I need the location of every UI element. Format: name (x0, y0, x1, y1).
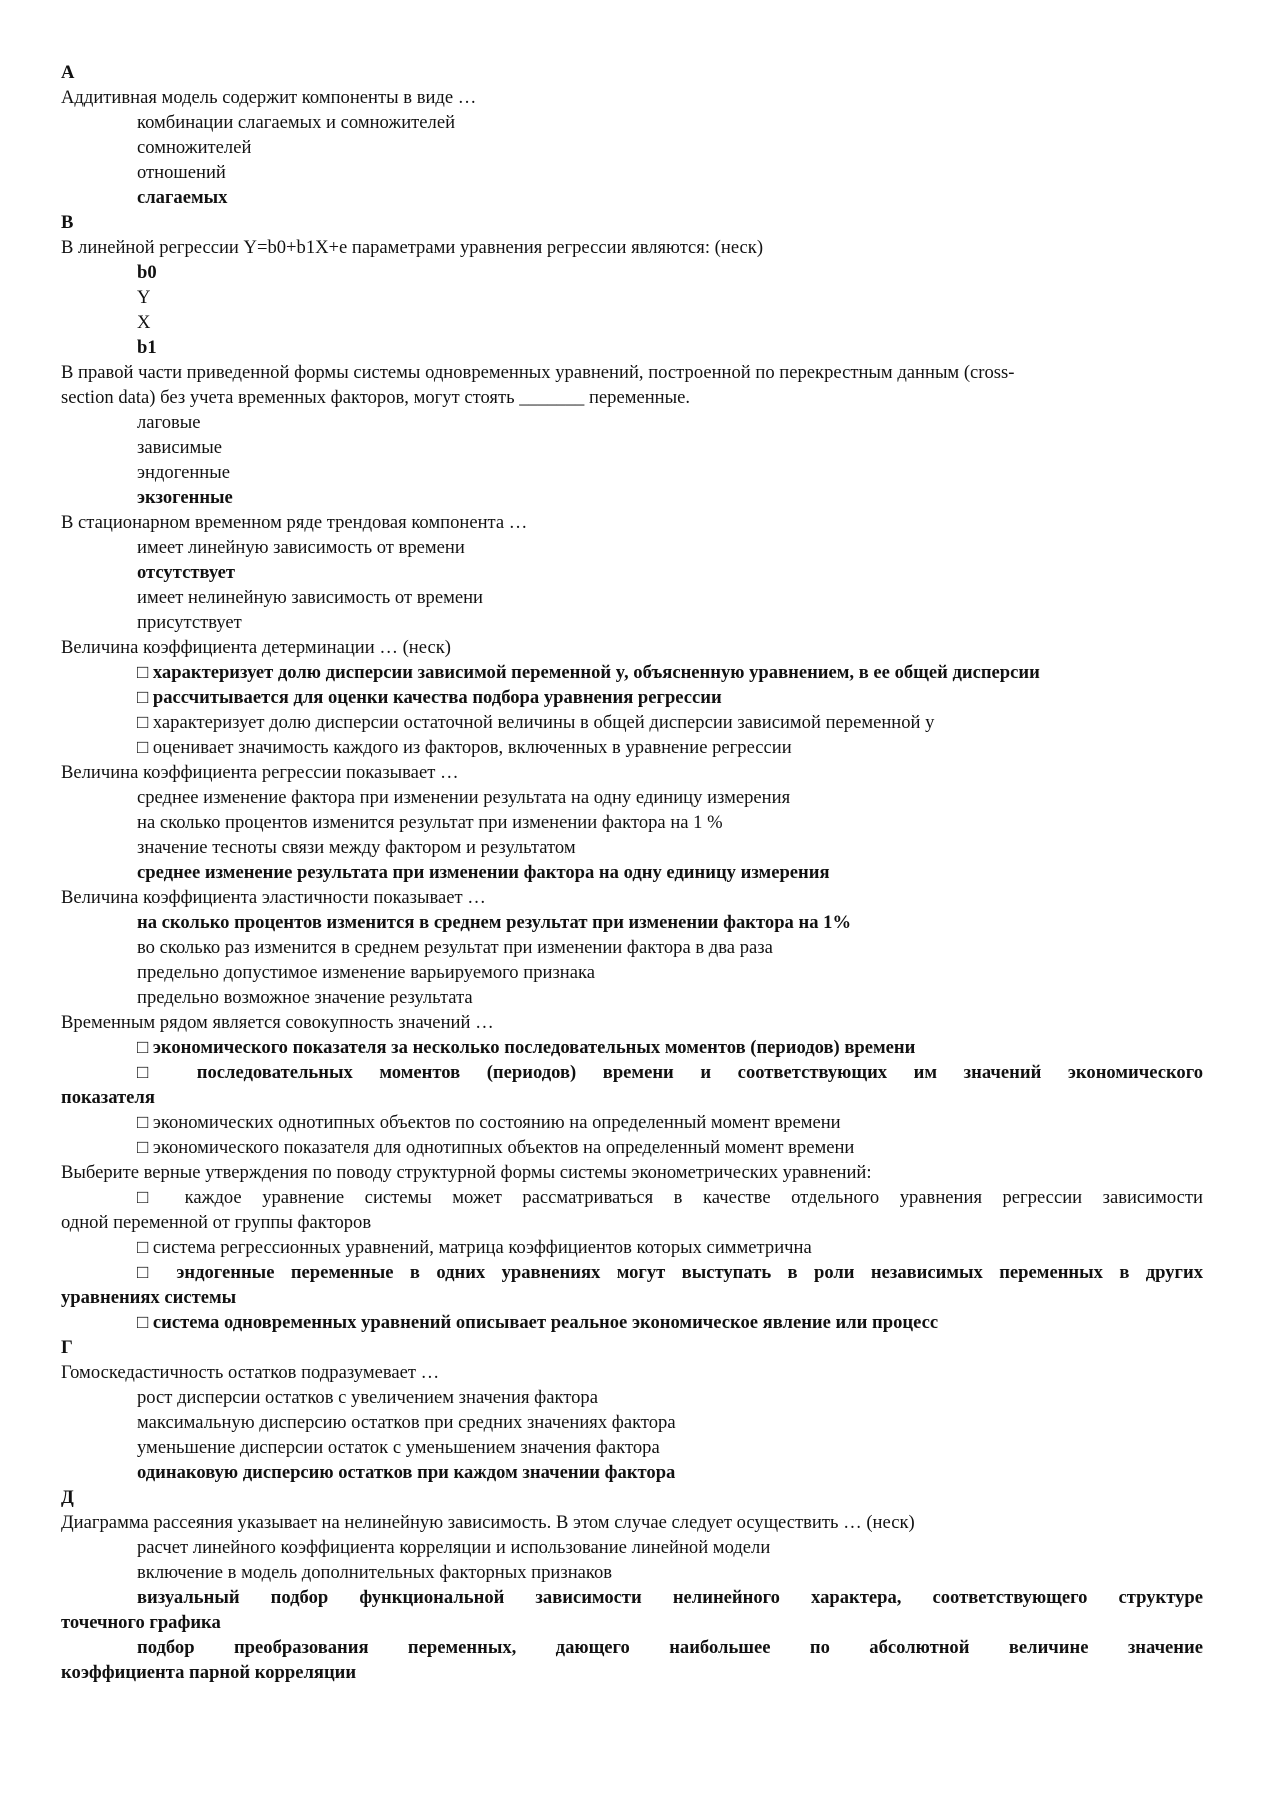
correct-answer-option: слагаемых (137, 187, 228, 208)
answer-option: лаговые (137, 412, 201, 433)
correct-answer-option: отсутствует (137, 562, 235, 583)
correct-answer-option: среднее изменение результата при изменении фактора на одну единицу измерения (137, 862, 830, 883)
answer-option: имеет нелинейную зависимость от времени (137, 587, 484, 608)
answer-option: на сколько процентов изменится результат при изменении фактора на 1 % (137, 812, 723, 833)
answer-option: эндогенные (137, 462, 230, 483)
answer-option: □ оценивает значимость каждого из факторов, включенных в уравнение регрессии (137, 737, 792, 758)
answer-option: сомножителей (137, 137, 252, 158)
correct-answer-option: визуальный подбор функциональной зависимости нелинейного характера, соответствующего структуре (137, 1587, 1203, 1608)
question-time-series: Временным рядом является совокупность значений … (61, 1012, 494, 1033)
answer-option: включение в модель дополнительных факторных признаков (137, 1562, 613, 1583)
answer-option: □ характеризует долю дисперсии остаточной величины в общей дисперсии зависимой переменной y (137, 712, 935, 733)
correct-answer-option: □ эндогенные переменные в одних уравнениях могут выступать в роли независимых переменных в других (137, 1262, 1203, 1283)
correct-answer-option: экзогенные (137, 487, 233, 508)
section-letter-a: А (61, 62, 75, 83)
answer-option: рост дисперсии остатков с увеличением значения фактора (137, 1387, 598, 1408)
question-reduced-form: В правой части приведенной формы системы одновременных уравнений, построенной по перекрестным данным (cross- (61, 362, 1015, 383)
correct-answer-option-cont: точечного графика (61, 1612, 221, 1633)
section-letter-d: Д (61, 1487, 74, 1508)
correct-answer-option-cont: показателя (61, 1087, 155, 1108)
answer-option: присутствует (137, 612, 242, 633)
section-letter-v: В (61, 212, 74, 233)
correct-answer-option: одинаковую дисперсию остатков при каждом значении фактора (137, 1462, 676, 1483)
answer-option: расчет линейного коэффициента корреляции и использование линейной модели (137, 1537, 771, 1558)
correct-answer-option: □ последовательных моментов (периодов) времени и соответствующих им значений экономического (137, 1062, 1203, 1083)
correct-answer-option: □ характеризует долю дисперсии зависимой переменной y, объясненную уравнением, в ее общей дисперсии (137, 662, 1040, 683)
answer-option: Y (137, 287, 151, 308)
answer-option: максимальную дисперсию остатков при средних значениях фактора (137, 1412, 676, 1433)
question-linear-regression: В линейной регрессии Y=b0+b1X+e параметрами уравнения регрессии являются: (неск) (61, 237, 764, 258)
answer-option: значение тесноты связи между фактором и результатом (137, 837, 576, 858)
question-additive-model: Аддитивная модель содержит компоненты в виде … (61, 87, 477, 108)
answer-option: □ экономического показателя для однотипных объектов на определенный момент времени (137, 1137, 855, 1158)
correct-answer-option-cont: уравнениях системы (61, 1287, 237, 1308)
answer-option: отношений (137, 162, 226, 183)
answer-option: уменьшение дисперсии остаток с уменьшением значения фактора (137, 1437, 660, 1458)
answer-option: зависимые (137, 437, 223, 458)
correct-answer-option: □ система одновременных уравнений описывает реальное экономическое явление или процесс (137, 1312, 939, 1333)
answer-option: □ каждое уравнение системы может рассматриваться в качестве отдельного уравнения регрессии зависимости (137, 1187, 1203, 1208)
question-reduced-form-cont: section data) без учета временных факторов, могут стоять _______ переменные. (61, 387, 691, 408)
answer-option: среднее изменение фактора при изменении результата на одну единицу измерения (137, 787, 791, 808)
question-homoscedasticity: Гомоскедастичность остатков подразумевает … (61, 1362, 440, 1383)
correct-answer-option: подбор преобразования переменных, дающего наибольшее по абсолютной величине значение (137, 1637, 1203, 1658)
correct-answer-option-cont: коэффициента парной корреляции (61, 1662, 357, 1683)
correct-answer-option: □ экономического показателя за несколько последовательных моментов (периодов) времени (137, 1037, 916, 1058)
correct-answer-option: на сколько процентов изменится в среднем результат при изменении фактора на 1% (137, 912, 852, 933)
answer-option: имеет линейную зависимость от времени (137, 537, 465, 558)
answer-option: комбинации слагаемых и сомножителей (137, 112, 456, 133)
answer-option: □ система регрессионных уравнений, матрица коэффициентов которых симметрична (137, 1237, 812, 1258)
answer-option: □ экономических однотипных объектов по состоянию на определенный момент времени (137, 1112, 841, 1133)
question-regression-coefficient: Величина коэффициента регрессии показывает … (61, 762, 459, 783)
correct-answer-option: b0 (137, 262, 157, 283)
question-scatter-diagram: Диаграмма рассеяния указывает на нелинейную зависимость. В этом случае следует осуществить … (неск) (61, 1512, 915, 1533)
question-elasticity-coefficient: Величина коэффициента эластичности показывает … (61, 887, 486, 908)
question-stationary-series: В стационарном временном ряде трендовая компонента … (61, 512, 528, 533)
answer-option: во сколько раз изменится в среднем результат при изменении фактора в два раза (137, 937, 773, 958)
answer-option: предельно допустимое изменение варьируемого признака (137, 962, 595, 983)
answer-option: X (137, 312, 151, 333)
answer-option: предельно возможное значение результата (137, 987, 473, 1008)
correct-answer-option: □ рассчитывается для оценки качества подбора уравнения регрессии (137, 687, 722, 708)
section-letter-g: Г (61, 1337, 73, 1358)
answer-option-cont: одной переменной от группы факторов (61, 1212, 372, 1233)
question-determination-coefficient: Величина коэффициента детерминации … (неск) (61, 637, 451, 658)
question-structural-form: Выберите верные утверждения по поводу структурной формы системы эконометрических уравнений: (61, 1162, 872, 1183)
correct-answer-option: b1 (137, 337, 157, 358)
document-page (61, 60, 1203, 1685)
